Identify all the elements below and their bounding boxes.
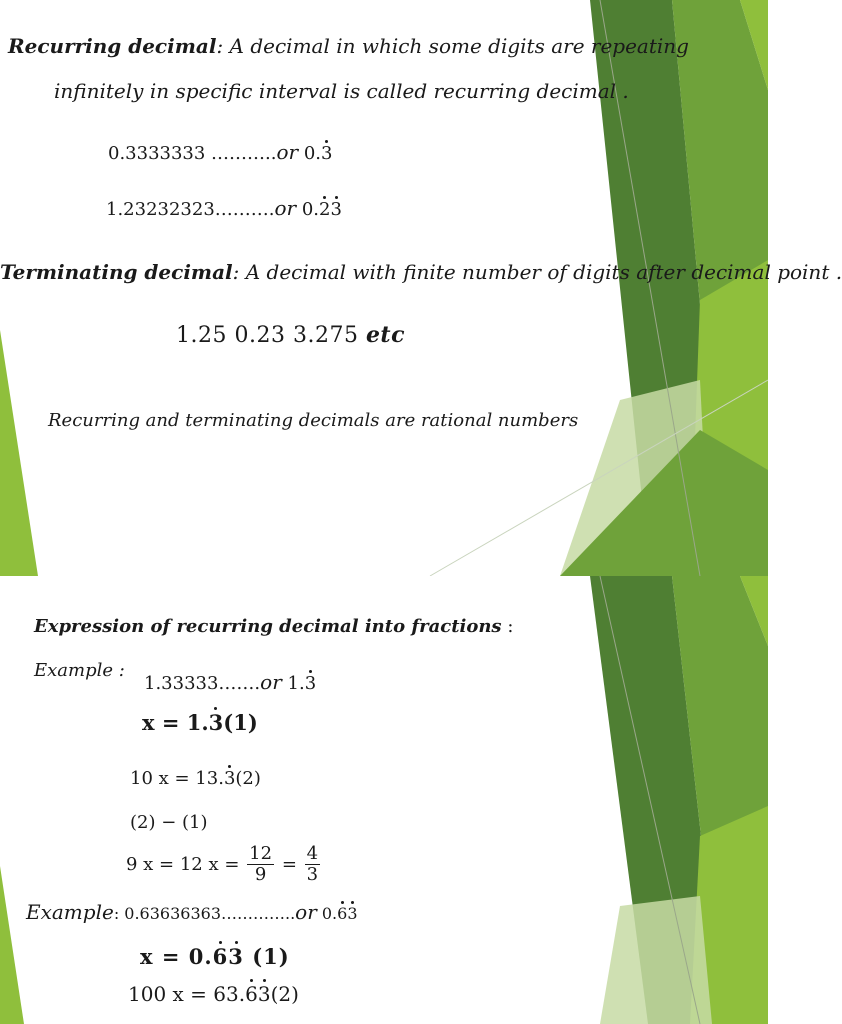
- heading-text: Expression of recurring decimal into fractions: [34, 616, 502, 637]
- subtract-step: (2) − (1): [130, 812, 208, 833]
- example-2-dotted-digit-1: 2: [319, 199, 331, 220]
- rational-numbers-conclusion: Recurring and terminating decimals are rational numbers: [48, 410, 579, 431]
- eq5-dotted-2: 3: [257, 982, 271, 1006]
- example-1-label: Example :: [34, 660, 125, 681]
- example-2-dotted-digit-2: 3: [330, 199, 342, 220]
- eq4-tag: (1): [252, 944, 290, 969]
- green-decoration: [0, 576, 768, 1024]
- example-1-decimal: 1.33333…….: [144, 673, 261, 694]
- terminating-etc: etc: [365, 322, 405, 348]
- fraction-4-3: [305, 844, 320, 885]
- example-1-dotted-digit: 3: [321, 143, 333, 164]
- eq4-dotted-1: 6: [212, 944, 229, 969]
- equation-2: [130, 768, 261, 789]
- example-1-dotted: 3: [304, 673, 317, 694]
- example-2-dotted-2: 3: [347, 904, 358, 923]
- recurring-definition-line1: [8, 34, 689, 58]
- example-2-value: 1.23232323……….: [106, 199, 275, 220]
- equation-3: [126, 844, 322, 885]
- example-2-decimal: : 0.63636363…………..: [113, 904, 296, 923]
- terminating-term: Terminating decimal: [0, 260, 233, 284]
- equation-5: [128, 982, 299, 1006]
- example-2-short-prefix: 0.: [301, 199, 320, 220]
- fractions-heading: [34, 616, 513, 637]
- eq5-tag: (2): [270, 982, 299, 1006]
- fraction-12-9: [247, 844, 274, 885]
- eq2-tag: (2): [235, 768, 261, 789]
- frac1-denominator: 9: [254, 863, 267, 885]
- eq3-left: 9 x = 12 x =: [126, 853, 240, 875]
- recurring-definition-line2: infinitely in specific interval is called recurring decimal .: [54, 79, 629, 103]
- eq2-left: 10 x = 13.: [130, 768, 224, 789]
- example-1-statement: [144, 670, 316, 694]
- frac2-denominator: 3: [306, 863, 319, 885]
- eq4-dotted-2: 3: [228, 944, 244, 969]
- example-1-value: 0.3333333 ………..: [108, 143, 277, 164]
- example-1-short-prefix: 0.: [303, 143, 322, 164]
- equation-4: [140, 944, 290, 969]
- example-2-or: or: [274, 196, 297, 220]
- recurring-def-text: : A decimal in which some digits are repeating: [216, 34, 689, 58]
- terminating-definition: [0, 260, 842, 284]
- recurring-example-2: [106, 196, 342, 220]
- eq5-dotted-1: 6: [245, 982, 258, 1006]
- eq1-tag: (1): [223, 710, 258, 735]
- example-1-prefix: 1.: [287, 673, 305, 694]
- terminating-examples: [176, 322, 405, 348]
- terminating-def-text: : A decimal with finite number of digits after decimal point .: [232, 260, 842, 284]
- example-1-or: or: [276, 140, 299, 164]
- recurring-term: Recurring decimal: [8, 34, 217, 58]
- frac1-numerator: 12: [249, 843, 273, 864]
- eq4-left: x = 0.: [140, 944, 213, 969]
- equation-1: [142, 710, 258, 735]
- example-2-statement: [26, 900, 358, 924]
- eq5-left: 100 x = 63.: [128, 982, 246, 1006]
- frac2-numerator: 4: [306, 843, 319, 864]
- slide-2: [0, 576, 768, 1024]
- eq2-dotted: 3: [223, 768, 236, 789]
- recurring-example-1: [108, 140, 333, 164]
- eq1-dotted: 3: [208, 710, 224, 735]
- eq3-equals: =: [281, 853, 297, 875]
- heading-colon: :: [507, 616, 514, 637]
- example-2-dotted-1: 6: [337, 904, 348, 923]
- example-1-or: or: [260, 670, 282, 694]
- example-2-or: or: [295, 900, 317, 924]
- eq1-left: x = 1.: [142, 710, 209, 735]
- terminating-values: 1.25 0.23 3.275: [176, 323, 359, 348]
- example-2-prefix: 0.: [321, 904, 338, 923]
- example-2-label: Example: [26, 900, 114, 924]
